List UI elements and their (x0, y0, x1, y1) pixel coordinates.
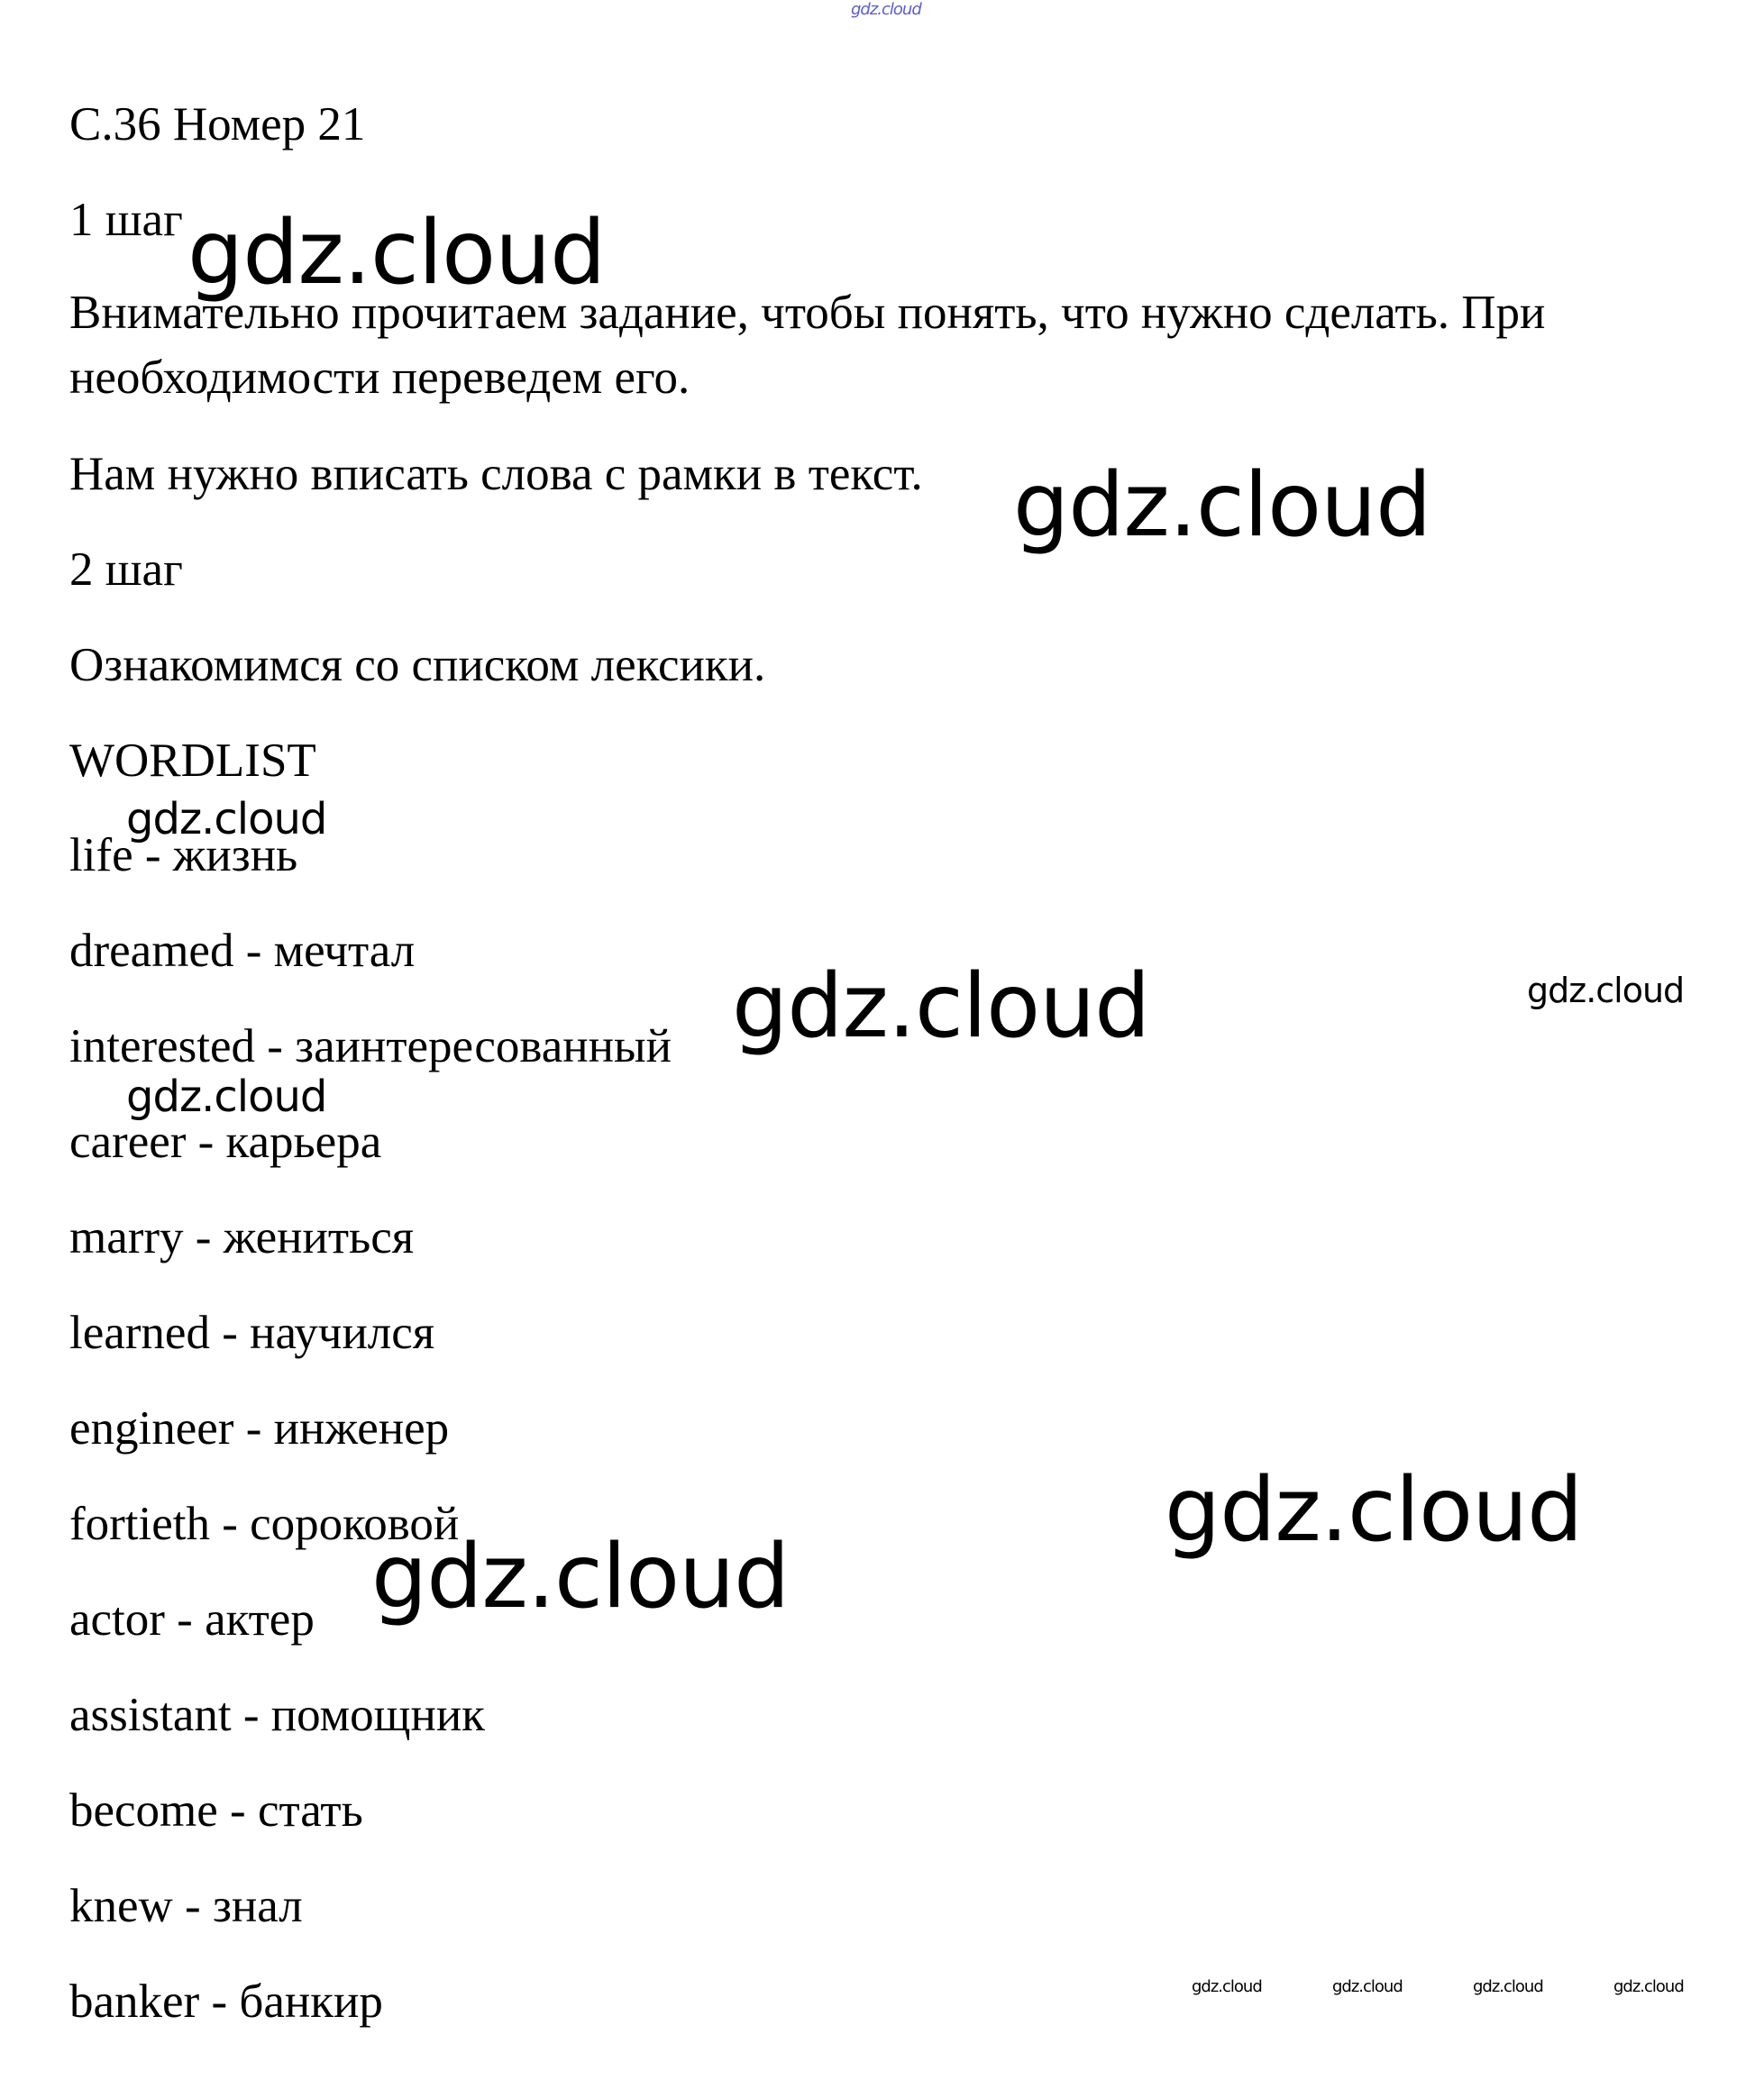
wordlist-item: career - карьера (69, 1116, 382, 1168)
watermark-top: gdz.cloud (851, 0, 921, 19)
step2-label: 2 шаг (69, 543, 183, 596)
watermark: gdz.cloud (371, 1526, 790, 1628)
watermark: gdz.cloud (732, 955, 1150, 1058)
step1-task: Нам нужно вписать слова с рамки в текст. (69, 448, 923, 500)
wordlist-item: marry - жениться (69, 1211, 415, 1264)
wordlist-item: become - стать (69, 1784, 363, 1837)
watermark: gdz.cloud (126, 1072, 327, 1122)
wordlist-item: actor - актер (69, 1593, 315, 1646)
watermark: gdz.cloud (1527, 971, 1685, 1010)
wordlist-item: engineer - инженер (69, 1402, 450, 1455)
step1-instruction: Внимательно прочитаем задание, чтобы понять, что нужно сделать. При необходимости переведем его. (69, 287, 1546, 404)
wordlist-item: banker - банкир (69, 1975, 383, 2028)
watermark: gdz.cloud (1613, 1977, 1684, 1996)
wordlist-item: knew - знал (69, 1880, 303, 1932)
wordlist-item: learned - научился (69, 1307, 435, 1359)
step1-label: 1 шаг (69, 194, 183, 246)
wordlist-item: life - жизнь (69, 829, 298, 881)
wordlist-item: assistant - помощник (69, 1689, 485, 1741)
page-heading: С.36 Номер 21 (69, 98, 366, 151)
watermark: gdz.cloud (1473, 1977, 1543, 1996)
wordlist-item: dreamed - мечтал (69, 925, 416, 977)
wordlist-item: fortieth - сороковой (69, 1498, 460, 1550)
watermark: gdz.cloud (126, 794, 327, 844)
wordlist-item: interested - заинтересованный (69, 1020, 672, 1072)
watermark: gdz.cloud (187, 202, 606, 305)
step2-instruction: Ознакомимся со списком лексики. (69, 639, 766, 691)
watermark: gdz.cloud (1165, 1459, 1583, 1562)
watermark: gdz.cloud (1013, 454, 1431, 557)
wordlist-title: WORDLIST (69, 734, 316, 787)
watermark: gdz.cloud (1332, 1977, 1403, 1996)
watermark: gdz.cloud (1192, 1977, 1262, 1996)
